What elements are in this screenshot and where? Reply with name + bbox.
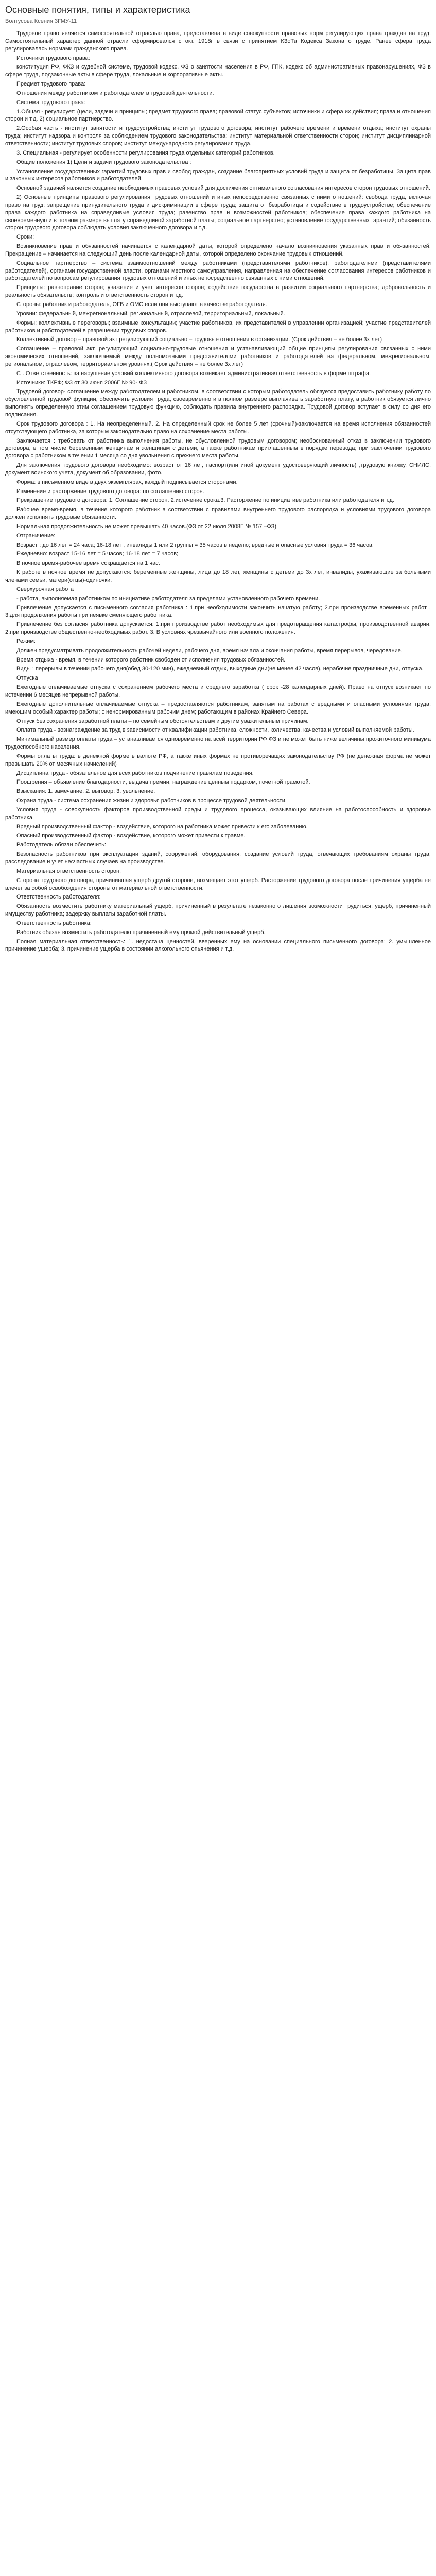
paragraph: Безопасность работников при эксплуатации зданий, сооружений, оборудования; создание условий труда, отвечающих требованиям охраны труда; расследование и учет несчастных случаев на производстве. [5, 851, 431, 865]
paragraph: Охрана труда - система сохранения жизни и здоровья работников в процессе трудовой деятельности. [16, 798, 287, 804]
paragraph: Коллективный договор – правовой акт регулирующий социально – трудовые отношения в организации. (Срок действия – не более 3х лет) [16, 336, 382, 343]
paragraph: 2) Основные принципы правового регулирования трудовых отношений и иных непосредственно связанных с ними отношений: свобода труда, включая право на труд; запрещение принудительного труда и дискриминации в сфере труда; защита от безработицы и содействие в трудоустройстве; обеспечение права каждого работника на справедливые условия труда; равенство прав и возможностей работников; обеспечение права каждого работника на своевременную и в полном размере выплату справедливой заработной платы; социальное партнерство; установление государственных гарантий; обязанность сторон трудового договора соблюдать условия заключенного договора и т.д. [5, 194, 431, 231]
document-body [5, 30, 431, 953]
paragraph: Опасный производственный фактор - воздействие, которого может привести к травме. [16, 833, 246, 839]
paragraph: Источники трудового права: [16, 55, 90, 61]
paragraph: Минимальный размер оплаты труда – устанавливается одновременно на всей территории РФ ФЗ и не может быть ниже величины прожиточного минимума трудоспособного населения. [5, 736, 431, 751]
paragraph: Общие положения 1) Цели и задачи трудового законодательства : [16, 159, 191, 165]
paragraph: Предмет трудового права: [16, 81, 86, 88]
paragraph: Ежегодные оплачиваемые отпуска с сохранением рабочего места и среднего заработка ( срок -28 календарных дней). Право на отпуск возникает по истечении 6 месяцев непрерывной работы. [5, 684, 431, 698]
paragraph: Трудовой договор- соглашение между работодателем и работником, в соответствии с которым работодатель обязуется предоставить работнику работу по обусловленной трудовой функции, обеспечить условия труда, своевременно и в полном размере выплачивать заработную плату, а работник обязуется лично выполнять определенную этим соглашением трудовую функцию, соблюдать правила внутреннего распорядка. Трудовой договор вступает в силу со дня его подписания. [5, 388, 431, 418]
paragraph: конституция РФ, ФКЗ и судебной системе, трудовой кодекс, ФЗ о занятости населения в РФ, ГПК, кодекс об административных правонарушениях, ФЗ в сфере труда, подзаконные акты в сфере труда, локальные и корпоративные акты. [5, 64, 431, 78]
paragraph: 2.Особая часть - институт занятости и трудоустройства; институт трудового договора; институт рабочего времени и времени отдыха; институт охраны труда; институт надзора и контроля за соблюдением трудового законодательства; институт материальной ответственности сторон; институт дисциплинарной ответственности; институт трудовых споров; институт международного регулирования труда. [5, 125, 431, 147]
paragraph: Формы оплаты труда: в денежной форме в валюте РФ, а также иных формах не противоречащих законодательству РФ (не денежная форма не может превышать 20% от месячных начислений) [5, 753, 431, 767]
paragraph: Для заключения трудового договора необходимо: возраст от 16 лет, паспорт(или иной документ удостоверяющий личность) ,трудовую книжку, СНИЛС, документ воинского учета, документ об образовании, фото. [5, 462, 431, 476]
paragraph: Поощрения – объявление благодарности, выдача премии, награждение ценным подарком, почетной грамотой. [16, 779, 310, 786]
paragraph: Установление государственных гарантий трудовых прав и свобод граждан, создание благоприятных условий труда и защита от безработицы. Защита прав и законных интересов работников и работодателей. [5, 168, 431, 182]
paragraph: Должен предусматривать продолжительность рабочей недели, рабочего дня, время начала и окончания работы, время перерывов, чередование. [16, 647, 403, 654]
paragraph: Сверхурочная работа [16, 586, 74, 592]
paragraph: Условия труда - совокупность факторов производственной среды и трудового процесса, оказывающих влияние на работоспособность и здоровье работника. [5, 806, 431, 821]
paragraph: Отношения между работником и работодателем в трудовой деятельности. [16, 90, 214, 96]
paragraph: Привлечение без согласия работника допускается: 1.при производстве работ необходимых для предотвращения катастрофы, производственной аварии. 2.при производстве общественно-необходимых работ. 3. В условиях чрезвычайного или военного положения. [5, 621, 431, 636]
paragraph: Основной задачей является создание необходимых правовых условий для достижения оптимального согласования интересов сторон трудовых отношений. [16, 185, 430, 192]
paragraph: Стороны: работник и работодатель, ОГВ и ОМС если они выступают в качестве работодателя. [16, 301, 267, 308]
paragraph: Отпуск без сохранения заработной платы – по семейным обстоятельствам и другим уважительным причинам. [16, 718, 309, 724]
paragraph: Дисциплина труда - обязательное для всех работников подчинение правилам поведения. [16, 770, 254, 776]
paragraph: Отграничение: [16, 532, 56, 539]
paragraph: Заключается : требовать от работника выполнения работы, не обусловленной трудовым договором; необоснованный отказ в заключении трудового договора, в том числе беременным женщинам и женщинам с детьми, а также работникам приглашенным в порядке перевода; при заключении трудового договора с работником в течении 1 месяца со дня увольнения с прежнего места работы. [5, 437, 431, 460]
paragraph: Обязанность возместить работнику материальный ущерб, причиненный в результате незаконного лишения возможности трудиться; ущерб, причиненный имуществу работника; задержку выплаты заработной платы. [5, 903, 431, 918]
paragraph: Принципы: равноправие сторон; уважение и учет интересов сторон; содействие государства в развитии социального партнерства; добровольность и реальность обязательств; контроль и ответственность сторон и т.д. [5, 284, 431, 299]
paragraph: Нормальная продолжительность не может превышать 40 часов.(ФЗ от 22 июля 2008Г № 157 –ФЗ) [16, 523, 277, 530]
paragraph: В ночное время-рабочее время сокращается на 1 час. [16, 560, 160, 567]
paragraph: 1.Общая - регулирует: (цели, задачи и принципы; предмет трудового права; правовой статус субъектов; источники и сфера их действия; права и отношения сторон и т.д. 2) социальное партнерство. [5, 108, 431, 123]
paragraph: Оплата труда - вознаграждение за труд в зависимости от квалификации работника, сложности, количества, качества и условий выполняемой работы. [16, 727, 414, 734]
paragraph: Ст. Ответственность: за нарушение условий коллективного договора возникает административная ответственность в форме штрафа. [16, 370, 371, 377]
paragraph: Прекращение трудового договора: 1. Соглашение сторон. 2.истечение срока.3. Расторжение по инициативе работника или работодателя и т.д. [16, 497, 394, 504]
paragraph: Режим: [16, 638, 36, 645]
paragraph: Материальная ответственность сторон. [16, 868, 121, 874]
paragraph: 3. Специальная - регулирует особенности регулирования труда отдельных категорий работников. [16, 149, 275, 156]
paragraph: Возраст : до 16 лет = 24 часа; 16-18 лет , инвалиды 1 или 2 группы = 35 часов в неделю; вредные и опасные условия труда = 36 часов. [16, 541, 374, 548]
paragraph: Сроки: [16, 234, 34, 241]
paragraph: Сторона трудового договора, причинившая ущерб другой стороне, возмещает этот ущерб. Расторжение трудового договора после причинения ущерба не влечет за собой освобождения стороны от материальной ответственности. [5, 877, 431, 891]
paragraph: Ответственность работодателя: [16, 894, 101, 901]
paragraph: Срок трудового договора : 1. На неопределенный. 2. На определенный срок не более 5 лет (срочный)-заключается на время исполнения обязанностей отсутствующего работника, за которым законодательно право на сохранение места работы. [5, 420, 431, 435]
paragraph: Изменение и расторжение трудового договора: по соглашению сторон. [16, 488, 204, 495]
paragraph: Полная материальная ответственность: 1. недостача ценностей, вверенных ему на основании специального письменного договора; 2. умышленное причинение ущерба; 3. причинение ущерба в состоянии алкогольного опьянения и т.д. [5, 938, 431, 953]
document-title: Основные понятия, типы и характеристика [5, 5, 190, 15]
paragraph: Социальное партнерство – система взаимоотношений между работниками (представителями работников), работодателями (представителями работодателей), органами государственной власти, органами местного самоуправления, направленная на обеспечение согласования интересов работников и работодателей по вопросам регулирования трудовых отношений и иных непосредственно связанных с ними отношений. [5, 260, 431, 282]
paragraph: Вредный производственный фактор - воздействие, которого на работника может привести к его заболеванию. [16, 823, 308, 830]
paragraph: Привлечение допускается с письменного согласия работника : 1.при необходимости закончить начатую работу; 2.при производстве временных работ . 3.для продолжения работы при неявке сменяющего работника. [5, 604, 431, 619]
paragraph: - работа, выполняемая работником по инициативе работодателя за пределами установленного рабочего времени. [16, 595, 320, 602]
paragraph: Ответственность работника: [16, 920, 92, 926]
paragraph: Система трудового права: [16, 99, 85, 106]
paragraph: Источники: ТКРФ; ФЗ от 30 июня 2006Г № 90- ФЗ [16, 379, 147, 386]
paragraph: Работник обязан возместить работодателю причиненный ему прямой действительный ущерб. [16, 929, 266, 936]
paragraph: Возникновение прав и обязанностей начинается с календарной даты, которой определено начало возникновения указанных прав и обязанностей. Прекращение – начинается на следующий день после календарной даты, которой определено окончание трудовых отношений. [5, 243, 431, 257]
paragraph: Рабочее время-время, в течение которого работник в соответствии с правилами внутреннего трудового распорядка и условиями трудового договора должен исполнять трудовые обязанности. [5, 506, 431, 521]
paragraph: Форма: в письменном виде в двух экземплярах, каждый подписывается сторонами. [16, 479, 238, 485]
paragraph: К работе в ночное время не допускаются: беременные женщины, лица до 18 лет, женщины с детьми до 3х лет, инвалиды, ухаживающие за больными членами семьи, матери(отцы)-одиночки. [5, 569, 431, 583]
paragraph: Работодатель обязан обеспечить: [16, 842, 106, 849]
paragraph: Взыскания: 1. замечание; 2. выговор; 3. увольнение. [16, 788, 155, 795]
paragraph: Виды : перерывы в течении рабочего дня(обед 30-120 мин), ежедневный отдых, выходные дни(не менее 42 часов), нерабочие праздничные дни, отпуска. [16, 666, 424, 672]
paragraph: Соглашение – правовой акт, регулирующий социально-трудовые отношения и устанавливающий общие принципы регулирования связанных с ними экономических отношений, заключаемый между полномочными представителями работников и работодателей на федеральном, межрегиональном, региональном, отраслевом, территориальном уровнях.( Срок действия – не более 3х лет) [5, 346, 431, 367]
paragraph: Ежегодные дополнительные оплачиваемые отпуска – предоставляются работникам, занятым на работах с вредными и опасными условиями труда; имеющим особый характер работы; с ненормированным рабочим днем; работающим в районах Крайнего Севера. [5, 701, 431, 715]
document-author: Волтусова Ксения 3ГМУ-11 [5, 18, 77, 24]
paragraph: Ежедневно: возраст 15-16 лет = 5 часов; 16-18 лет = 7 часов; [16, 551, 179, 557]
paragraph: Уровни: федеральный, межрегиональный, региональный, отраслевой, территориальный, локальный. [16, 310, 285, 317]
paragraph: Отпуска [16, 675, 38, 682]
paragraph: Время отдыха - время, в течении которого работник свободен от исполнения трудовых обязанностей. [16, 656, 286, 663]
paragraph: Трудовое право является самостоятельной отраслью права, представлена в виде совокупности правовых норм регулирующих права граждан на труд. Самостоятельный характер данной отрасли сформировался с окт. 1918г в связи с принятием КЗоТа Кодекса Закона о труде. Ранее сфера труда регулировалась нормами гражданского права. [5, 30, 431, 52]
paragraph: Формы: коллективные переговоры; взаимные консультации; участие работников, их представителей в управлении организацией; участие представителей работников и работодателей в разрешении трудовых споров. [5, 319, 431, 334]
